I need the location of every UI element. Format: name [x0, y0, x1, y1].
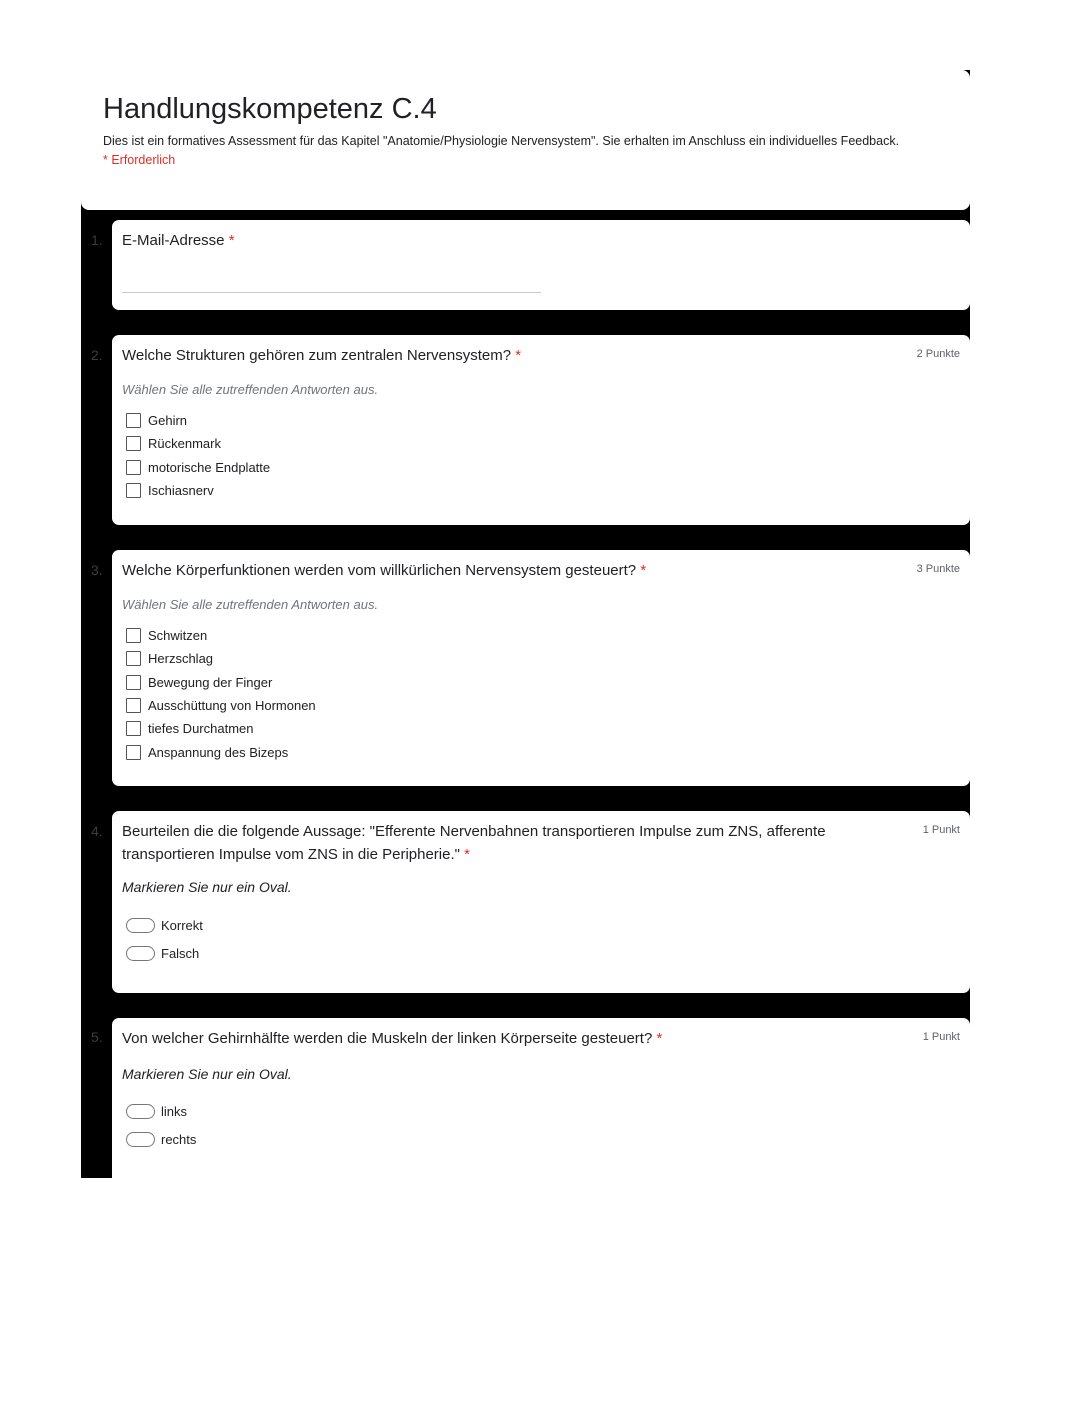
question-number: 4.	[91, 823, 103, 839]
radio-oval[interactable]	[126, 918, 155, 933]
answer-hint: Wählen Sie alle zutreffenden Antworten aus.	[122, 382, 379, 397]
radio-option[interactable]	[126, 1097, 196, 1125]
question-number: 2.	[91, 347, 103, 363]
checkbox[interactable]	[126, 628, 141, 643]
option-label: Bewegung der Finger	[148, 674, 273, 690]
option-label: Schwitzen	[148, 628, 208, 644]
form-title: Handlungskompetenz C.4	[103, 93, 437, 125]
option-label: motorische Endplatte	[148, 459, 271, 475]
checkbox-option[interactable]	[126, 432, 270, 455]
checkbox-option[interactable]	[126, 647, 316, 670]
question-title-text: Welche Strukturen gehören zum zentralen Nervensystem?	[122, 347, 512, 364]
answer-hint: Markieren Sie nur ein Oval.	[122, 1066, 292, 1082]
option-label: Ausschüttung von Hormonen	[148, 698, 316, 714]
option-label: Rückenmark	[148, 436, 221, 452]
checkbox-option[interactable]	[126, 456, 270, 479]
answer-hint: Markieren Sie nur ein Oval.	[122, 879, 292, 895]
required-asterisk: *	[228, 232, 235, 249]
checkbox-option[interactable]	[126, 409, 270, 432]
points-label: 3 Punkte	[916, 563, 960, 575]
option-label: tiefes Durchatmen	[148, 721, 254, 737]
radio-group	[126, 911, 203, 967]
option-label: Herzschlag	[148, 651, 214, 667]
question-title	[122, 344, 862, 367]
option-label: Falsch	[161, 945, 200, 961]
option-label: Ischiasnerv	[148, 483, 214, 499]
question-title	[122, 1027, 862, 1050]
checkbox[interactable]	[126, 460, 141, 475]
answer-hint: Wählen Sie alle zutreffenden Antworten aus.	[122, 597, 379, 612]
question-number: 3.	[91, 562, 103, 578]
checkbox[interactable]	[126, 698, 141, 713]
email-field[interactable]	[122, 292, 541, 293]
checkbox-group	[126, 409, 270, 502]
question-card-cns-structures	[112, 335, 970, 525]
checkbox[interactable]	[126, 651, 141, 666]
checkbox[interactable]	[126, 436, 141, 451]
checkbox[interactable]	[126, 745, 141, 760]
checkbox[interactable]	[126, 721, 141, 736]
question-title	[122, 820, 862, 866]
question-card-brain-hemisphere	[112, 1018, 970, 1178]
radio-option[interactable]	[126, 911, 203, 939]
checkbox-option[interactable]	[126, 624, 316, 647]
question-title	[122, 559, 862, 582]
question-number: 5.	[91, 1029, 103, 1045]
required-asterisk: *	[464, 846, 470, 863]
radio-group	[126, 1097, 196, 1153]
checkbox-option[interactable]	[126, 740, 316, 763]
radio-oval[interactable]	[126, 946, 155, 961]
points-label: 2 Punkte	[916, 348, 960, 360]
points-label: 1 Punkt	[922, 1031, 960, 1043]
question-title	[122, 229, 862, 252]
required-asterisk: *	[515, 347, 522, 364]
checkbox-option[interactable]	[126, 671, 316, 694]
radio-oval[interactable]	[126, 1132, 155, 1147]
checkbox[interactable]	[126, 413, 141, 428]
question-title-text: Welche Körperfunktionen werden vom willkürlichen Nervensystem gesteuert?	[122, 562, 637, 579]
form-description: Dies ist ein formatives Assessment für das Kapitel "Anatomie/Physiologie Nervensystem". Sie erhalten im Anschluss ein individuelles Feedback.	[103, 134, 900, 148]
checkbox-option[interactable]	[126, 479, 270, 502]
checkbox-group	[126, 624, 316, 764]
option-label: Gehirn	[148, 413, 188, 429]
points-label: 1 Punkt	[922, 824, 960, 836]
option-label: Korrekt	[161, 917, 203, 933]
option-label: links	[161, 1103, 188, 1119]
question-number: 1.	[91, 232, 103, 248]
required-note: * Erforderlich	[103, 153, 176, 167]
checkbox-option[interactable]	[126, 717, 316, 740]
question-card-email	[112, 220, 970, 310]
question-title-text: Von welcher Gehirnhälfte werden die Muskeln der linken Körperseite gesteuert?	[122, 1030, 653, 1047]
question-card-efferent-statement	[112, 811, 970, 993]
radio-option[interactable]	[126, 939, 203, 967]
checkbox[interactable]	[126, 675, 141, 690]
required-asterisk: *	[640, 562, 647, 579]
checkbox-option[interactable]	[126, 694, 316, 717]
option-label: rechts	[161, 1131, 197, 1147]
question-title-text: E-Mail-Adresse	[122, 232, 225, 249]
question-card-voluntary-functions	[112, 550, 970, 786]
question-title-text: Beurteilen die die folgende Aussage: "Efferente Nervenbahnen transportieren Impulse zum ZNS, afferente transportieren Impulse vom ZNS in die Peripherie."	[122, 823, 826, 863]
form-header-card	[81, 70, 970, 210]
required-asterisk: *	[656, 1030, 663, 1047]
radio-option[interactable]	[126, 1125, 196, 1153]
radio-oval[interactable]	[126, 1104, 155, 1119]
option-label: Anspannung des Bizeps	[148, 744, 289, 760]
checkbox[interactable]	[126, 483, 141, 498]
